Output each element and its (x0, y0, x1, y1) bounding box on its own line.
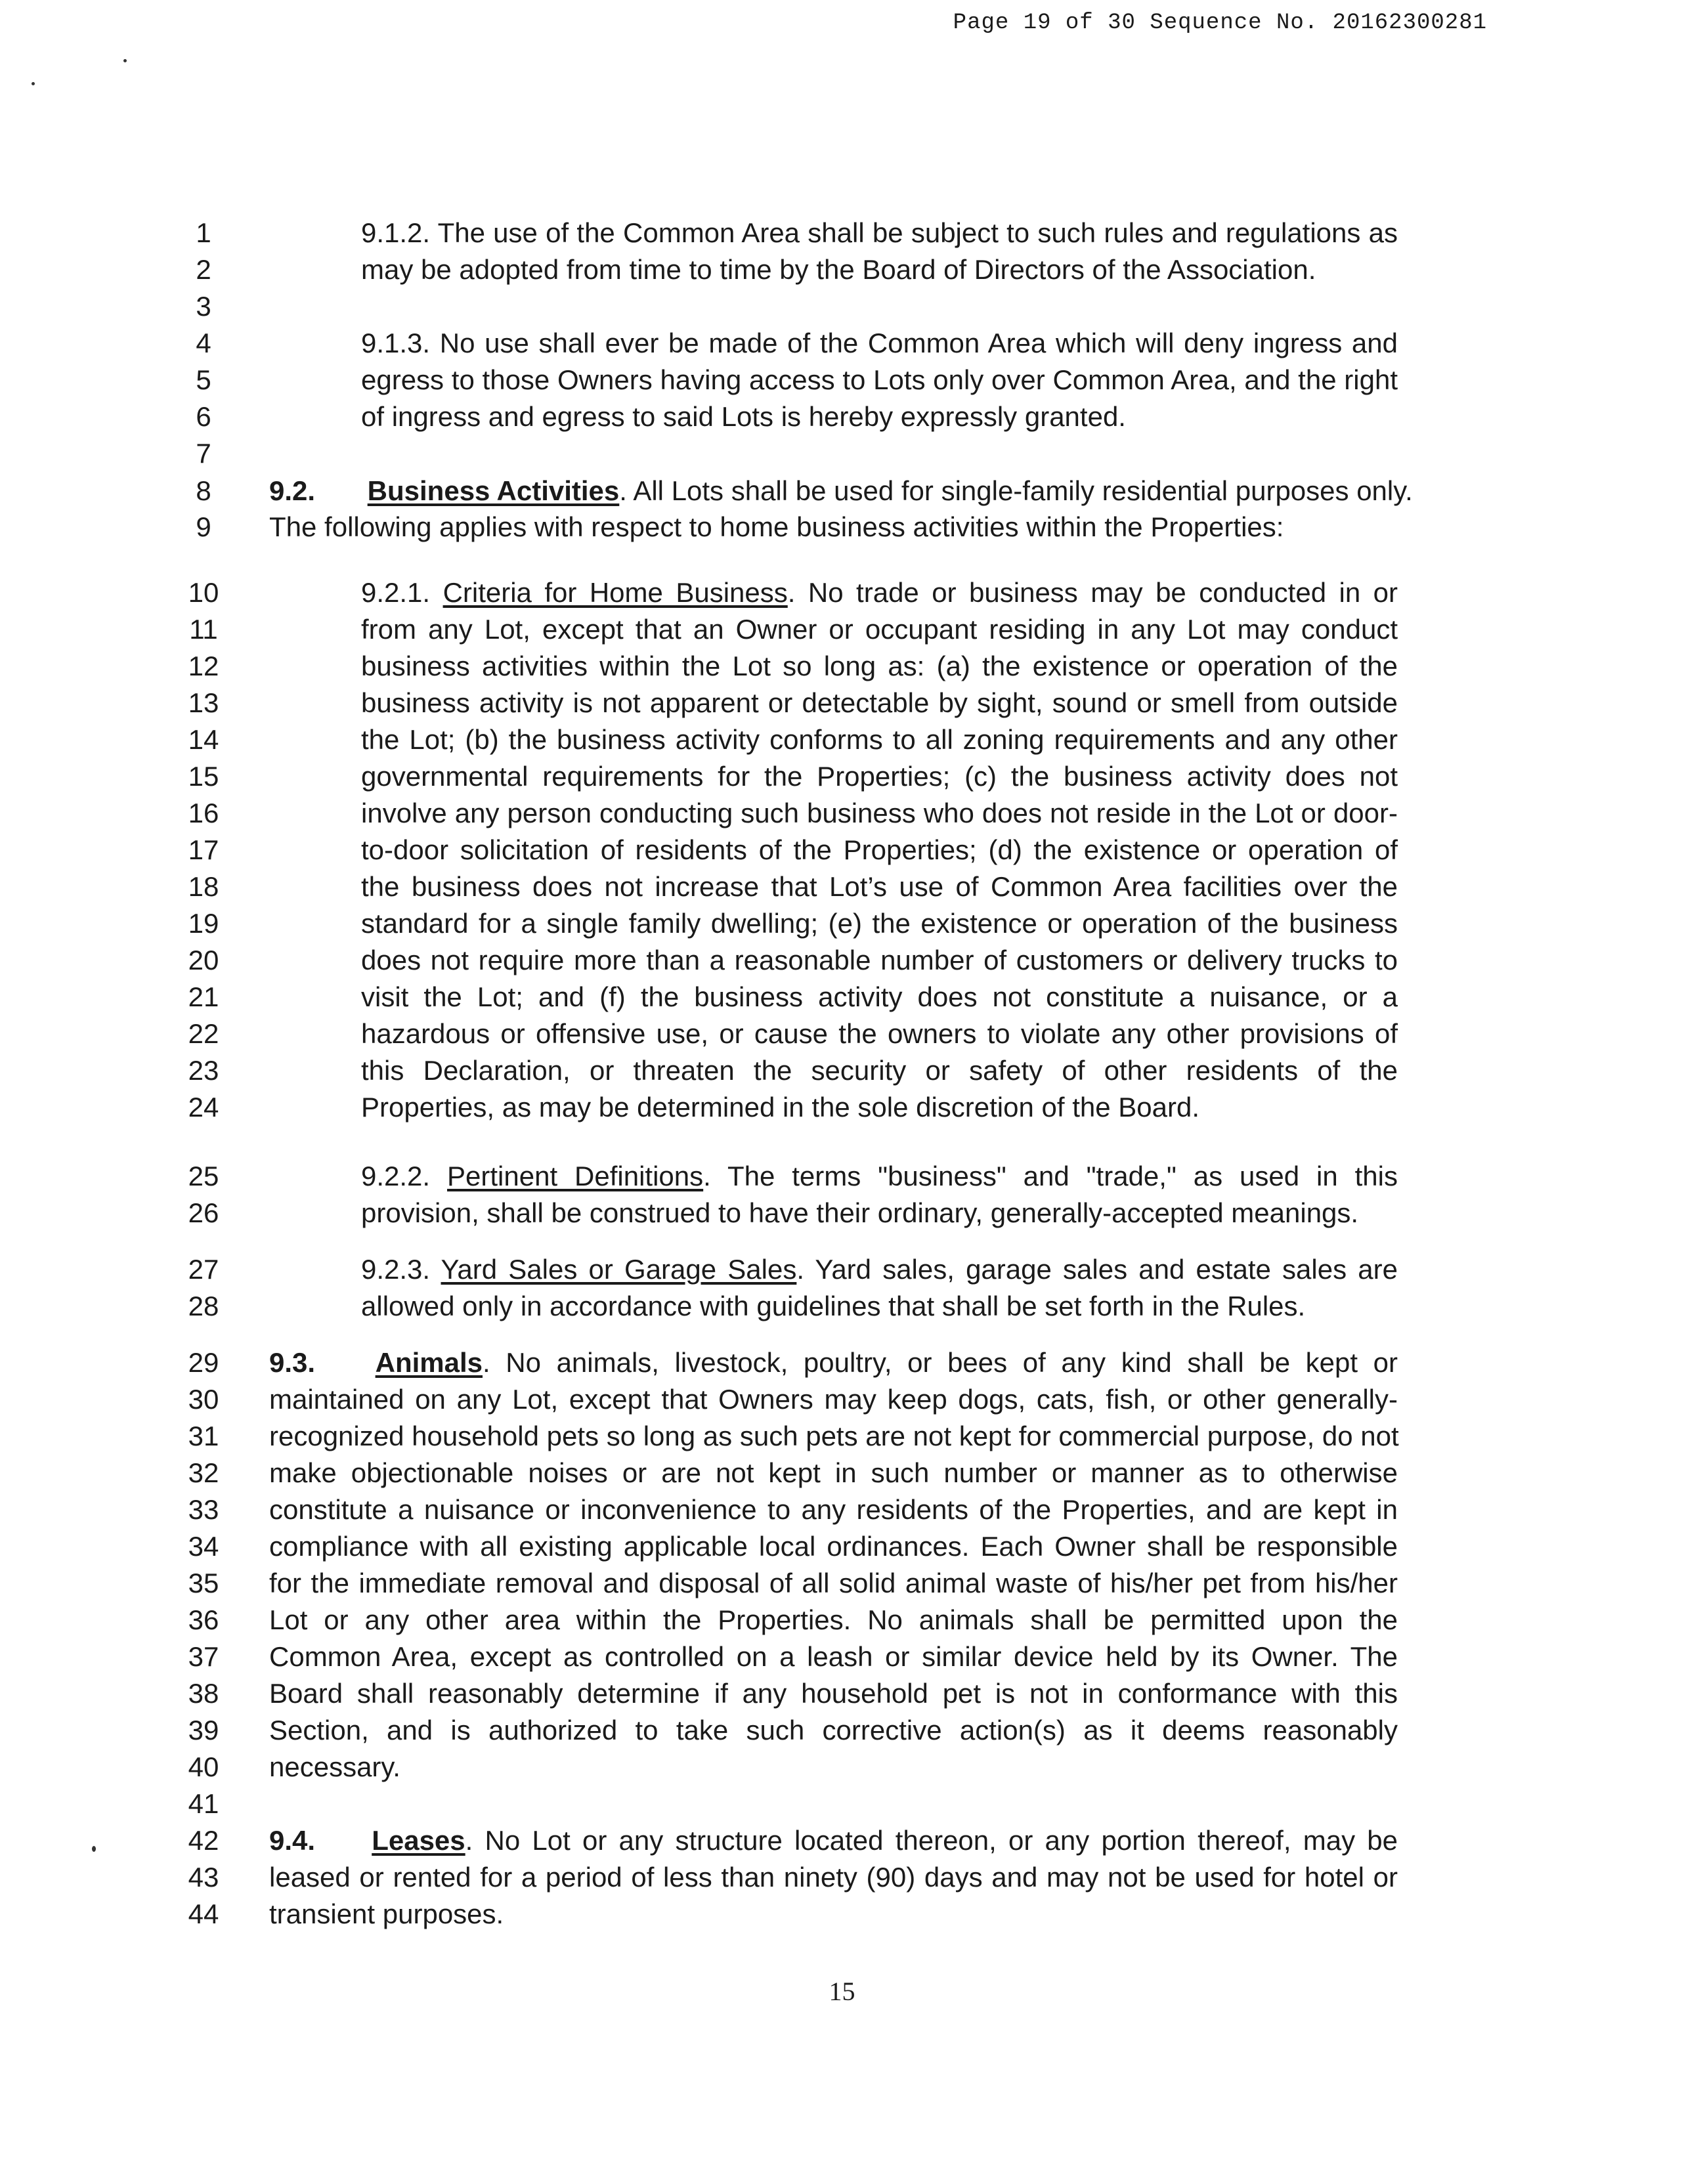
document-line (0, 250, 1684, 289)
section-title: Criteria for Home Business (443, 577, 788, 608)
line-text (269, 1858, 1398, 1897)
line-number: 6 (196, 401, 211, 432)
line-number: 11 (189, 614, 218, 645)
document-line (0, 471, 1684, 511)
line-text (361, 830, 1398, 870)
line-number: 30 (188, 1384, 219, 1415)
document-line (0, 1343, 1684, 1382)
line-body: may be adopted from time to time by the Board of Directors of the Association. (361, 254, 1316, 285)
document-line (0, 1564, 1684, 1603)
line-body: leased or rented for a period of less than ninety (90) days and may not be used for hotel or (269, 1862, 1398, 1893)
document-line (0, 1674, 1684, 1713)
section-title: Business Activities (367, 475, 620, 506)
document-line (0, 1747, 1684, 1787)
line-text (361, 683, 1398, 723)
line-text: 9.3. Animals. No animals, livestock, poultry, or bees of any kind shall be kept or (269, 1343, 1398, 1382)
document-line (0, 1527, 1684, 1566)
document-line (0, 324, 1684, 363)
document-line (0, 1287, 1684, 1326)
line-body: hazardous or offensive use, or cause the owners to violate any other provisions of (361, 1018, 1398, 1049)
document-line (0, 397, 1684, 437)
line-body: Board shall reasonably determine if any household pet is not in conformance with this (269, 1678, 1398, 1709)
document-line (0, 647, 1684, 686)
line-number: 32 (188, 1457, 219, 1488)
line-body: The following applies with respect to home business activities within the Properties: (269, 511, 1284, 542)
document-line (0, 1600, 1684, 1640)
line-number: 18 (188, 871, 219, 902)
line-text (361, 1051, 1398, 1090)
document-line (0, 1157, 1684, 1196)
line-body: recognized household pets so long as such pets are not kept for commercial purpose, do not (269, 1421, 1399, 1451)
line-body: All Lots shall be used for single-family residential purposes only. (633, 475, 1413, 506)
document-line (0, 757, 1684, 796)
section-number: 9.2.2. (361, 1161, 431, 1191)
line-number: 2 (196, 254, 211, 285)
line-number: 17 (188, 834, 219, 865)
line-body: visit the Lot; and (f) the business activity does not constitute a nuisance, or a (361, 981, 1398, 1012)
line-number: 9 (196, 511, 211, 542)
line-number: 33 (188, 1494, 219, 1525)
line-text (361, 1088, 1398, 1127)
line-body: No use shall ever be made of the Common Area which will deny ingress and (439, 328, 1398, 358)
document-line (0, 610, 1684, 649)
line-text (361, 1193, 1398, 1233)
line-body: Common Area, except as controlled on a leash or similar device held by its Owner. The (269, 1641, 1398, 1672)
line-body: maintained on any Lot, except that Owners may keep dogs, cats, fish, or other generally- (269, 1384, 1398, 1415)
line-text (361, 360, 1398, 400)
line-body: business activity is not apparent or detectable by sight, sound or smell from outside (361, 687, 1398, 718)
line-text (361, 867, 1398, 907)
document-line (0, 213, 1684, 253)
line-text (361, 397, 1398, 437)
document-line (0, 867, 1684, 907)
document-line (0, 1821, 1684, 1860)
line-text (361, 720, 1398, 760)
line-text (269, 1600, 1398, 1640)
line-number: 29 (188, 1347, 219, 1378)
document-line (0, 360, 1684, 400)
section-number: 9.1.3. (361, 328, 431, 358)
section-title: Pertinent Definitions (447, 1161, 704, 1191)
line-number: 37 (188, 1641, 219, 1672)
section-number: 9.2.1. (361, 577, 431, 608)
line-number: 40 (188, 1751, 219, 1782)
line-text (269, 1711, 1398, 1750)
line-body: transient purposes. (269, 1898, 504, 1929)
scan-speck (32, 82, 35, 85)
line-body: standard for a single family dwelling; (e) the existence or operation of the business (361, 908, 1398, 939)
section-number: 9.2.3. (361, 1254, 431, 1285)
line-body: The terms "business" and "trade," as used in this (727, 1161, 1398, 1191)
page-number: 15 (829, 1977, 855, 2006)
document-line (0, 1193, 1684, 1233)
line-body: does not require more than a reasonable number of customers or delivery trucks to (361, 945, 1398, 975)
section-title: Yard Sales or Garage Sales (441, 1254, 797, 1285)
document-line (0, 1453, 1684, 1493)
line-number: 15 (188, 761, 219, 792)
section-number: 9.1.2. (361, 217, 431, 248)
line-text: 9.4. Leases. No Lot or any structure located thereon, or any portion thereof, may be (269, 1821, 1398, 1860)
line-text (269, 1417, 1398, 1456)
document-line (0, 904, 1684, 943)
line-body: governmental requirements for the Properties; (c) the business activity does not (361, 761, 1398, 792)
line-text (361, 977, 1398, 1017)
line-number: 16 (188, 798, 219, 828)
document-line (0, 1014, 1684, 1054)
document-line (0, 1417, 1684, 1456)
line-number: 25 (188, 1161, 219, 1191)
document-line (0, 683, 1684, 723)
section-number: 9.4. (269, 1825, 316, 1856)
document-line (0, 287, 1684, 326)
line-text (361, 904, 1398, 943)
line-number: 7 (196, 438, 211, 469)
line-number: 23 (188, 1055, 219, 1086)
document-line (0, 720, 1684, 760)
line-text (361, 647, 1398, 686)
line-text (361, 757, 1398, 796)
line-body: necessary. (269, 1751, 400, 1782)
line-number: 22 (188, 1018, 219, 1049)
line-number: 42 (188, 1825, 219, 1856)
line-text (361, 1014, 1398, 1054)
line-text (361, 250, 1398, 289)
line-text (361, 1287, 1398, 1326)
line-text (269, 1380, 1398, 1419)
line-text (361, 324, 1398, 363)
section-title: Animals (375, 1347, 483, 1378)
document-line (0, 1250, 1684, 1289)
line-body: Properties, as may be determined in the sole discretion of the Board. (361, 1092, 1200, 1123)
line-number: 20 (188, 945, 219, 975)
line-body: the business does not increase that Lot’s use of Common Area facilities over the (361, 871, 1398, 902)
line-body: No Lot or any structure located thereon, or any portion thereof, may be (485, 1825, 1398, 1856)
line-body: compliance with all existing applicable local ordinances. Each Owner shall be responsible (269, 1531, 1398, 1562)
line-text (361, 213, 1398, 253)
line-number: 41 (188, 1788, 219, 1819)
document-line (0, 1711, 1684, 1750)
section-number: 9.3. (269, 1347, 316, 1378)
line-number: 26 (188, 1197, 219, 1228)
line-number: 12 (188, 651, 219, 681)
line-number: 39 (188, 1715, 219, 1745)
document-line (0, 1895, 1684, 1934)
section-title: Leases (372, 1825, 465, 1856)
line-text (269, 1564, 1398, 1603)
line-text: 9.2.2. Pertinent Definitions. The terms "business" and "trade," as used in this (361, 1157, 1398, 1196)
line-text (361, 610, 1398, 649)
line-body: No trade or business may be conducted in or (808, 577, 1398, 608)
line-number: 5 (196, 364, 211, 395)
line-body: Lot or any other area within the Properties. No animals shall be permitted upon the (269, 1604, 1398, 1635)
line-body: make objectionable noises or are not kept in such number or manner as to otherwise (269, 1457, 1398, 1488)
line-text (269, 1490, 1398, 1530)
line-body: involve any person conducting such business who does not reside in the Lot or door- (361, 798, 1398, 828)
section-number: 9.2. (269, 475, 316, 506)
line-number: 13 (188, 687, 219, 718)
line-body: Section, and is authorized to take such corrective action(s) as it deems reasonably (269, 1715, 1398, 1745)
line-number: 10 (188, 577, 219, 608)
line-number: 4 (196, 328, 211, 358)
line-text: 9.2. Business Activities. All Lots shall be used for single-family residential purposes only. (269, 471, 1398, 511)
line-body: for the immediate removal and disposal of all solid animal waste of his/her pet from his/her (269, 1568, 1398, 1598)
document-line (0, 977, 1684, 1017)
line-number: 35 (188, 1568, 219, 1598)
line-number: 19 (188, 908, 219, 939)
line-number: 3 (196, 291, 211, 322)
line-text (269, 1895, 1398, 1934)
line-number: 21 (188, 981, 219, 1012)
page-header: Page 19 of 30 Sequence No. 20162300281 (953, 11, 1487, 35)
line-body: Yard sales, garage sales and estate sales are (815, 1254, 1398, 1285)
line-number: 1 (196, 217, 211, 248)
scan-speck (123, 59, 127, 62)
line-body: allowed only in accordance with guidelines that shall be set forth in the Rules. (361, 1291, 1306, 1321)
line-text (269, 1674, 1398, 1713)
document-line (0, 573, 1684, 612)
line-text (269, 507, 1398, 547)
document-line (0, 1858, 1684, 1897)
line-body: constitute a nuisance or inconvenience to any residents of the Properties, and are kept in (269, 1494, 1398, 1525)
line-text: 9.2.3. Yard Sales or Garage Sales. Yard sales, garage sales and estate sales are (361, 1250, 1398, 1289)
line-body: this Declaration, or threaten the security or safety of other residents of the (361, 1055, 1398, 1086)
document-line (0, 1380, 1684, 1419)
line-number: 8 (196, 475, 211, 506)
line-text (361, 941, 1398, 980)
line-body: the Lot; (b) the business activity conforms to all zoning requirements and any other (361, 724, 1398, 755)
line-text (269, 1637, 1398, 1677)
document-line (0, 794, 1684, 833)
line-number: 31 (188, 1421, 219, 1451)
document-line (0, 941, 1684, 980)
line-number: 44 (188, 1898, 219, 1929)
line-number: 43 (188, 1862, 219, 1893)
line-text: 9.2.1. Criteria for Home Business. No trade or business may be conducted in or (361, 573, 1398, 612)
line-number: 28 (188, 1291, 219, 1321)
document-line (0, 1637, 1684, 1677)
line-number: 27 (188, 1254, 219, 1285)
line-text (361, 794, 1398, 833)
line-text (269, 1453, 1398, 1493)
line-number: 24 (188, 1092, 219, 1123)
line-body: No animals, livestock, poultry, or bees of any kind shall be kept or (506, 1347, 1398, 1378)
document-line (0, 1088, 1684, 1127)
document-line (0, 830, 1684, 870)
document-line (0, 1051, 1684, 1090)
line-number: 14 (188, 724, 219, 755)
line-text (269, 1747, 1398, 1787)
line-body: from any Lot, except that an Owner or occupant residing in any Lot may conduct (361, 614, 1398, 645)
line-body: of ingress and egress to said Lots is hereby expressly granted. (361, 401, 1126, 432)
line-number: 34 (188, 1531, 219, 1562)
line-body: business activities within the Lot so long as: (a) the existence or operation of the (361, 651, 1398, 681)
line-number: 38 (188, 1678, 219, 1709)
line-text (269, 1527, 1398, 1566)
line-body: to-door solicitation of residents of the Properties; (d) the existence or operation of (361, 834, 1398, 865)
document-line (0, 1784, 1684, 1824)
line-number: 36 (188, 1604, 219, 1635)
line-body: provision, shall be construed to have their ordinary, generally-accepted meanings. (361, 1197, 1359, 1228)
line-body: The use of the Common Area shall be subject to such rules and regulations as (437, 217, 1398, 248)
document-line (0, 1490, 1684, 1530)
document-line (0, 434, 1684, 473)
line-body: egress to those Owners having access to Lots only over Common Area, and the right (361, 364, 1398, 395)
document-line (0, 507, 1684, 547)
